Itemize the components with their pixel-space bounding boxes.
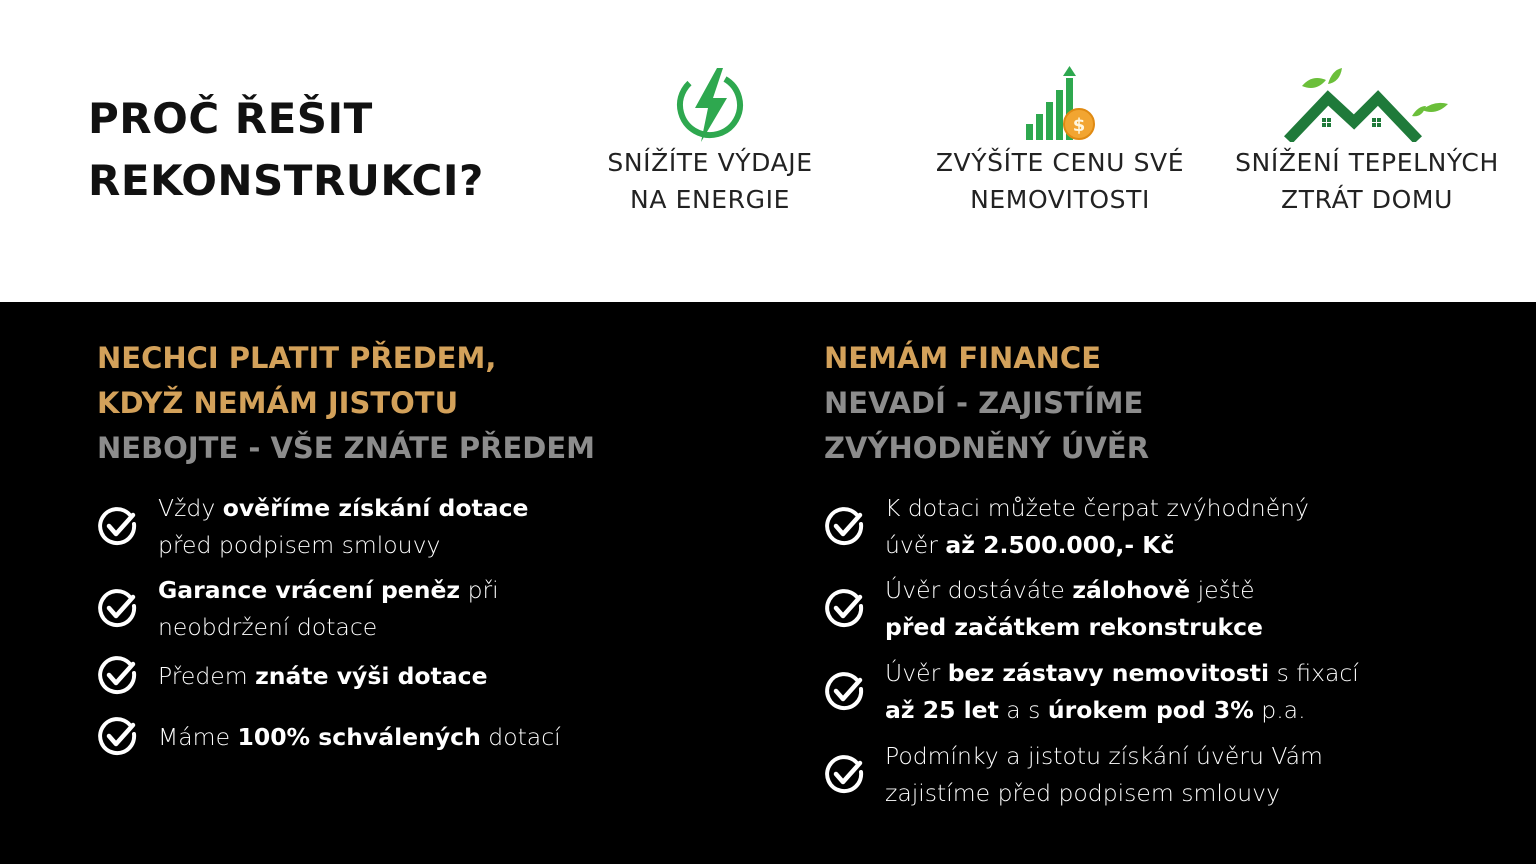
left-item-2-text: Garance vrácení peněz při neobdržení dotace bbox=[158, 576, 499, 641]
left-subheading: NEBOJTE - VŠE ZNÁTE PŘEDEM bbox=[97, 431, 595, 465]
check-circle-icon bbox=[824, 754, 866, 796]
left-column bbox=[97, 336, 757, 471]
benefit-value-line2: NEMOVITOSTI bbox=[970, 185, 1150, 214]
right-heading: NEMÁM FINANCE bbox=[824, 341, 1102, 375]
benefit-heat-line1: SNÍŽENÍ TEPELNÝCH bbox=[1235, 148, 1499, 177]
left-heading-1: NECHCI PLATIT PŘEDEM, bbox=[97, 341, 497, 375]
check-circle-icon bbox=[97, 716, 139, 758]
benefit-energy-line2: NA ENERGIE bbox=[630, 185, 790, 214]
right-item-1 bbox=[824, 490, 1309, 564]
right-subheading-1: NEVADÍ - ZAJISTÍME bbox=[824, 386, 1144, 420]
title-line-2: REKONSTRUKCI? bbox=[88, 156, 484, 205]
growth-chart-coin-icon bbox=[1020, 62, 1100, 142]
benefit-value-line1: ZVÝŠÍTE CENU SVÉ bbox=[935, 148, 1185, 177]
right-item-3-text: Úvěr bez zástavy nemovitosti s fixací až 25 let a s úrokem pod 3% p.a. bbox=[885, 659, 1359, 724]
right-item-1-text: K dotaci můžete čerpat zvýhodněný úvěr až 2.500.000,- Kč bbox=[885, 494, 1309, 559]
benefit-heat-line2: ZTRÁT DOMU bbox=[1281, 185, 1453, 214]
check-circle-icon bbox=[97, 506, 139, 548]
left-item-1-text: Vždy ověříme získání dotace před podpisem smlouvy bbox=[158, 494, 529, 559]
benefit-heat bbox=[1222, 62, 1512, 218]
left-heading-2: KDYŽ NEMÁM JISTOTU bbox=[97, 386, 459, 420]
left-item-2 bbox=[97, 572, 499, 646]
right-column bbox=[824, 336, 1504, 471]
house-leaves-icon bbox=[1282, 62, 1452, 142]
check-circle-icon bbox=[824, 671, 866, 713]
benefit-energy bbox=[590, 62, 830, 218]
check-circle-icon bbox=[824, 588, 866, 630]
right-item-4 bbox=[824, 738, 1323, 812]
right-item-2-text: Úvěr dostáváte zálohově ještě před začátkem rekonstrukce bbox=[885, 576, 1263, 641]
left-item-3-text: Předem znáte výši dotace bbox=[158, 661, 488, 690]
right-item-4-text: Podmínky a jistotu získání úvěru Vám zajistíme před podpisem smlouvy bbox=[885, 742, 1323, 807]
right-item-2 bbox=[824, 572, 1263, 646]
right-item-3 bbox=[824, 655, 1359, 729]
top-section bbox=[0, 0, 1536, 302]
left-item-1 bbox=[97, 490, 528, 564]
svg-text:$: $ bbox=[1072, 115, 1086, 136]
lightning-energy-icon bbox=[675, 62, 745, 142]
left-item-4-text: Máme 100% schválených dotací bbox=[158, 722, 561, 751]
left-item-3 bbox=[97, 655, 488, 697]
title-line-1: PROČ ŘEŠIT bbox=[88, 94, 373, 143]
check-circle-icon bbox=[97, 655, 139, 697]
page-title bbox=[88, 88, 484, 212]
check-circle-icon bbox=[97, 588, 139, 630]
benefit-energy-line1: SNÍŽÍTE VÝDAJE bbox=[607, 148, 813, 177]
left-item-4 bbox=[97, 716, 561, 758]
check-circle-icon bbox=[824, 506, 866, 548]
right-subheading-2: ZVÝHODNĚNÝ ÚVĚR bbox=[824, 431, 1150, 465]
benefit-value bbox=[920, 62, 1200, 218]
